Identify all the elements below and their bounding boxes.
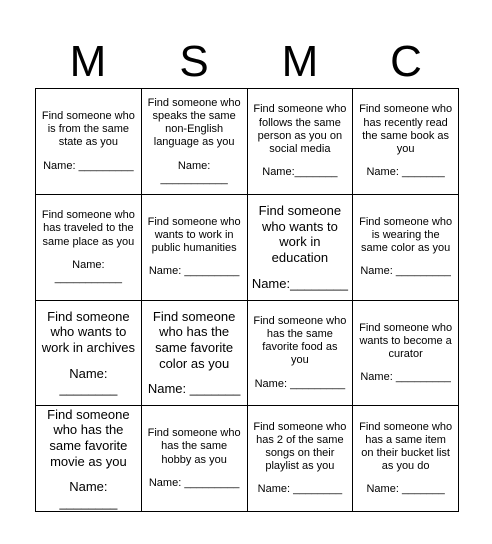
cell-prompt: Find someone who follows the same person as you on social media (253, 103, 347, 155)
bingo-cell (142, 89, 248, 195)
cell-name-line: Name: _________ (254, 377, 346, 390)
bingo-cell (353, 301, 459, 407)
cell-name-line: Name: _______ (366, 166, 445, 179)
bingo-cell (142, 301, 248, 407)
header-letter-4: C (390, 37, 422, 86)
bingo-cell (36, 406, 142, 512)
cell-prompt: Find someone who has the same hobby as you (147, 427, 241, 466)
bingo-cell (353, 89, 459, 195)
cell-name-line: Name: _________ (360, 265, 451, 278)
bingo-cell (353, 406, 459, 512)
cell-name-line: Name: ________ (257, 483, 343, 496)
cell-name-line: Name: ________ (59, 479, 118, 510)
cell-name-line: Name: _______ (366, 483, 445, 496)
cell-prompt: Find someone who has traveled to the same place as you (41, 209, 135, 248)
bingo-cell (353, 195, 459, 301)
bingo-cell (36, 301, 142, 407)
bingo-cell (36, 195, 142, 301)
bingo-cell (142, 406, 248, 512)
cell-prompt: Find someone who is from the same state as you (41, 110, 135, 149)
bingo-cell (142, 195, 248, 301)
cell-prompt: Find someone who has recently read the same book as you (359, 103, 453, 155)
cell-prompt: Find someone who wants to work in public humanities (147, 215, 241, 255)
cell-prompt: Find someone who has 2 of the same songs on their playlist as you (253, 420, 347, 473)
bingo-grid (35, 88, 459, 512)
cell-prompt: Find someone who has a same item on their bucket list as you do (359, 420, 453, 473)
cell-prompt: Find someone who wants to work in education (258, 203, 342, 265)
cell-name-line: Name:________ (251, 275, 348, 291)
header-letter-1: M (69, 37, 107, 86)
cell-name-line: Name: _________ (148, 476, 240, 489)
bingo-cell (248, 406, 354, 512)
cell-prompt: Find someone who speaks the same non-English language as you (147, 96, 241, 149)
cell-prompt: Find someone who has the same favorite color as you (152, 308, 236, 371)
header-letter-3: M (281, 37, 319, 86)
cell-name-line: Name: ________ (59, 365, 118, 397)
cell-name-line: Name: ___________ (160, 159, 228, 185)
cell-prompt: Find someone who wants to become a curator (359, 321, 453, 360)
bingo-cell (36, 89, 142, 195)
cell-prompt: Find someone who has the same favorite movie as you (47, 406, 130, 469)
cell-prompt: Find someone who wants to work in archives (41, 308, 135, 356)
cell-name-line: Name: _________ (360, 371, 451, 384)
bingo-cell (248, 301, 354, 407)
cell-name-line: Name: ___________ (54, 258, 123, 284)
bingo-cell (248, 89, 354, 195)
cell-name-line: Name: _________ (148, 265, 240, 278)
cell-name-line: Name: _________ (43, 159, 134, 172)
bingo-header (35, 36, 459, 88)
cell-prompt: Find someone who is wearing the same color as you (359, 215, 453, 255)
cell-name-line: Name: _______ (147, 381, 241, 397)
cell-name-line: Name:_______ (262, 166, 338, 179)
bingo-cell (248, 195, 354, 301)
cell-prompt: Find someone who has the same favorite food as you (253, 314, 347, 367)
header-letter-2: S (179, 37, 209, 86)
